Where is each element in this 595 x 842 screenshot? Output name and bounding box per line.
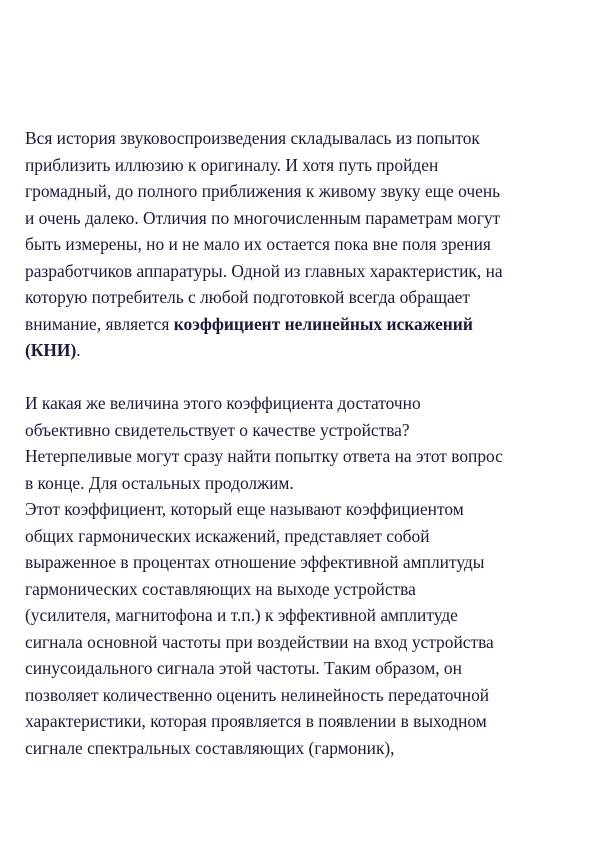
text-line: выраженное в процентах отношение эффективной амплитуды [25, 552, 485, 572]
text-line: позволяет количественно оценить нелинейность передаточной [25, 684, 490, 705]
paragraph-intro [25, 125, 577, 364]
text-line: И какая же величина этого коэффициента достаточно [25, 393, 421, 413]
text-line: общих гармонических искажений, представляет собой [25, 525, 430, 546]
text-line: которую потребитель с любой подготовкой всегда обращает [25, 287, 470, 307]
text-line: быть измерены, но и не мало их остается пока вне поля зрения [25, 234, 491, 254]
document-page [25, 125, 577, 761]
paragraph-definition [25, 496, 577, 761]
text-line [25, 311, 577, 338]
text-line: Нетерпеливые могут сразу найти попытку ответа на этот вопрос [25, 446, 503, 466]
paragraph-spacer [25, 364, 577, 391]
text-line: Этот коэффициент, который еще называют коэффициентом [25, 499, 464, 519]
text-line: синусоидального сигнала этой частоты. Таким образом, он [25, 658, 462, 678]
text-line: и очень далеко. Отличия по многочисленным параметрам могут [25, 207, 501, 228]
paragraph-question [25, 390, 577, 496]
text-line: сигнале спектральных составляющих (гармоник), [25, 737, 395, 758]
text-line: характеристики, которая проявляется в появлении в выходном [25, 711, 487, 731]
text-line [25, 337, 577, 364]
text-line: Вся история звуковоспроизведения складывалась из попыток [25, 128, 480, 148]
text-line: (усилителя, магнитофона и т.п.) к эффективной амплитуде [25, 605, 458, 625]
text-fragment: . [76, 340, 81, 360]
text-line: приблизить иллюзию к оригиналу. И хотя путь пройден [25, 154, 439, 175]
text-line: объективно свидетельствует о качестве устройства? [25, 419, 410, 440]
text-line: гармонических составляющих на выходе устройства [25, 578, 416, 599]
bold-abbreviation: (КНИ) [25, 340, 77, 360]
text-line: громадный, до полного приближения к живому звуку еще очень [25, 181, 501, 201]
text-fragment: внимание, является [25, 313, 174, 334]
text-line: сигнала основной частоты при воздействии на вход устройства [25, 631, 494, 652]
text-line: разработчиков аппаратуры. Одной из главных характеристик, на [25, 260, 503, 281]
bold-term: коэффициент нелинейных искажений [173, 313, 473, 334]
text-line: в конце. Для остальных продолжим. [25, 472, 294, 493]
